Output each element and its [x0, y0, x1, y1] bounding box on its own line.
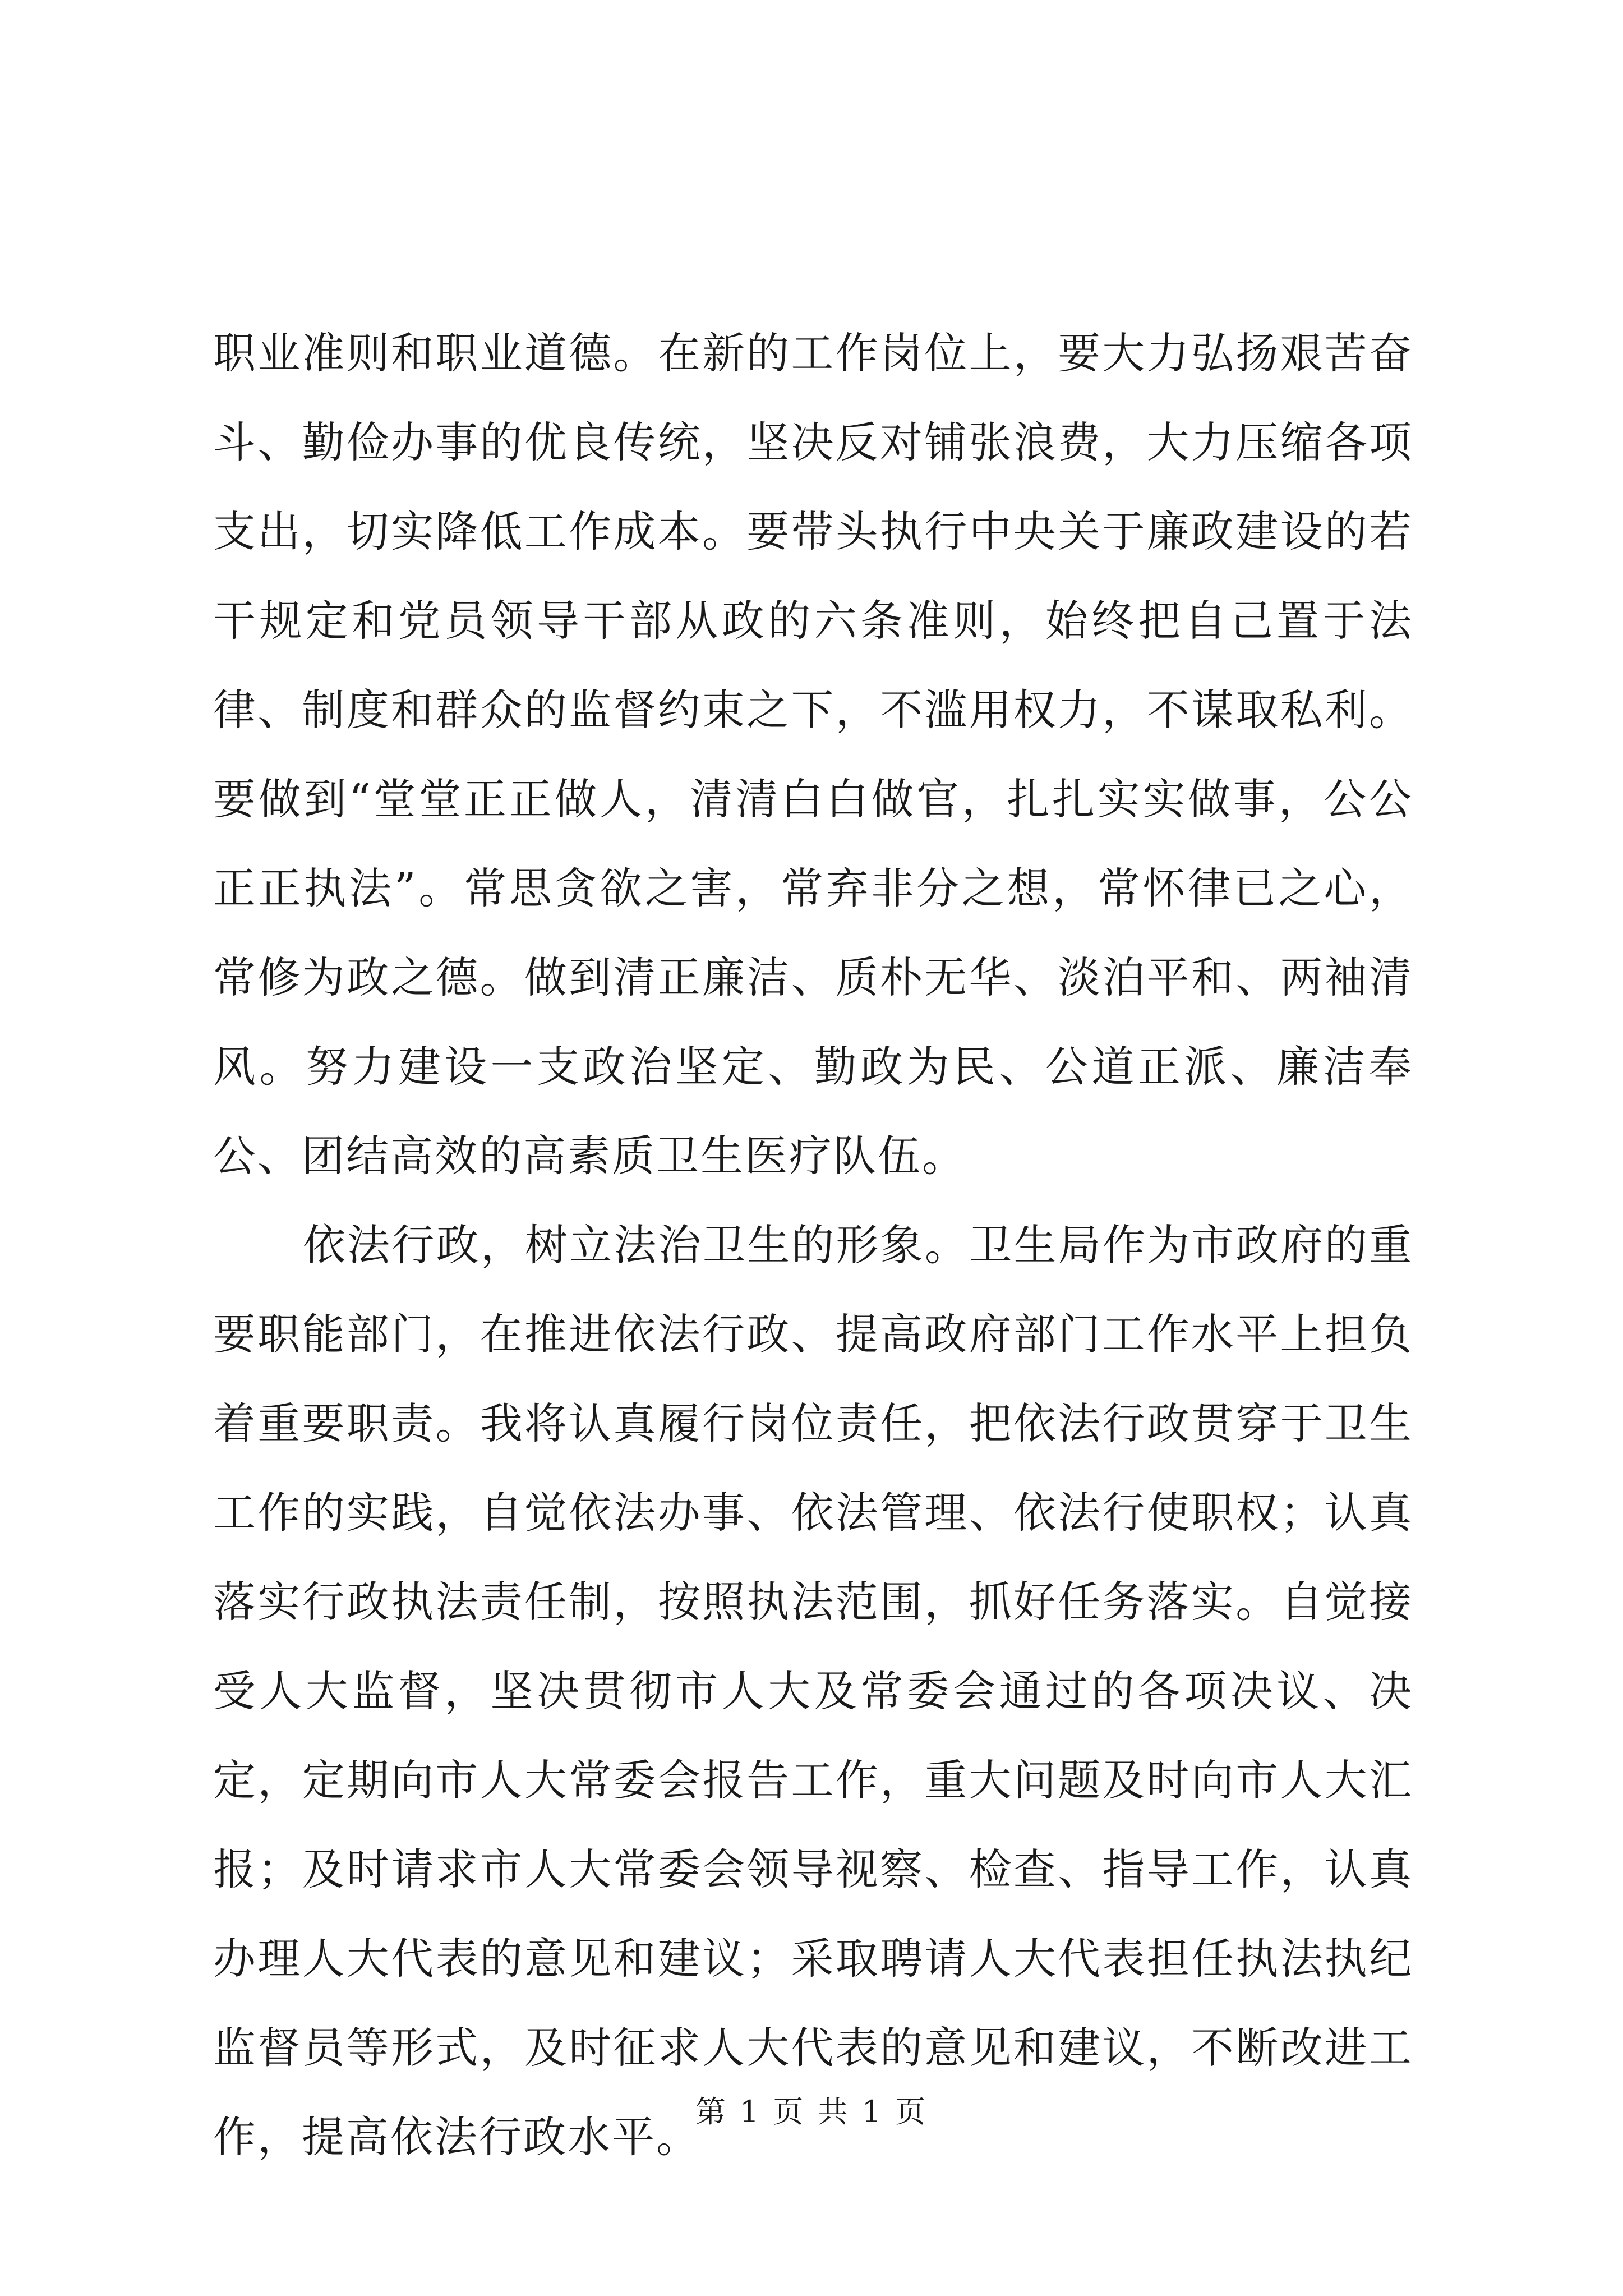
- page-footer: 第 1 页 共 1 页: [695, 2094, 928, 2129]
- document-body: [213, 309, 1413, 2182]
- paragraph-integrity: 职业准则和职业道德。在新的工作岗位上，要大力弘扬艰苦奋斗、勤俭办事的优良传统，坚决反对铺张浪费，大力压缩各项支出，切实降低工作成本。要带头执行中央关于廉政建设的若干规定和党员领导干部从政的六条准则，始终把自己置于法律、制度和群众的监督约束之下，不滥用权力，不谋取私利。要做到“堂堂正正做人，清清白白做官，扎扎实实做事，公公正正执法”。常思贪欲之害，常弃非分之想，常怀律已之心，常修为政之德。做到清正廉洁、质朴无华、淡泊平和、两袖清风。努力建设一支政治坚定、勤政为民、公道正派、廉洁奉公、团结高效的高素质卫生医疗队伍。: [213, 328, 1413, 1181]
- paragraph-rule-of-law: 依法行政，树立法治卫生的形象。卫生局作为市政府的重要职能部门，在推进依法行政、提高政府部门工作水平上担负着重要职责。我将认真履行岗位责任，把依法行政贯穿于卫生工作的实践，自觉依法办事、依法管理、依法行使职权；认真落实行政执法责任制，按照执法范围，抓好任务落实。自觉接受人大监督，坚决贯彻市人大及常委会通过的各项决议、决定，定期向市人大常委会报告工作，重大问题及时向市人大汇报；及时请求市人大常委会领导视察、检查、指导工作，认真办理人大代表的意见和建议；采取聘请人大代表担任执法执纪监督员等形式，及时征求人大代表的意见和建议，不断改进工作，提高依法行政水平。: [213, 1220, 1413, 2162]
